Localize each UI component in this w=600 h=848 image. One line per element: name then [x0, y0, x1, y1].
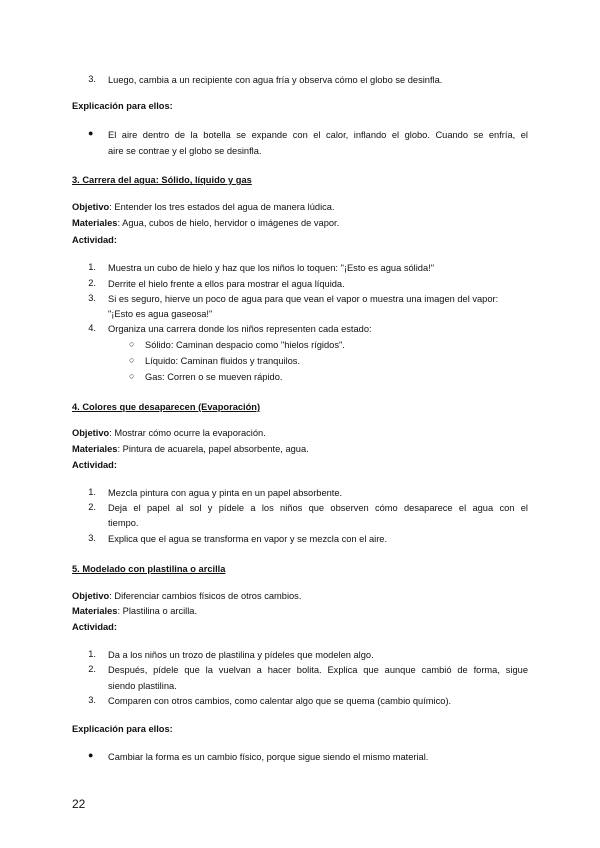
explanation-text: Cambiar la forma es un cambio físico, porque sigue siendo el mismo material. — [108, 752, 429, 762]
list-item-text: Comparen con otros cambios, como calentar algo que se quema (cambio químico). — [108, 696, 452, 706]
explanation-heading: Explicación para ellos: — [72, 101, 173, 111]
list-number: 3. — [88, 695, 96, 705]
objetivo-text: : Mostrar cómo ocurre la evaporación. — [109, 428, 266, 438]
list-number: 4. — [88, 323, 96, 333]
list-number: 1. — [88, 487, 96, 497]
sub-item-text: Líquido: Caminan fluidos y tranquilos. — [145, 356, 301, 366]
list-number: 1. — [88, 262, 96, 272]
list-number: 3. — [88, 293, 96, 303]
list-item-text-cont: siendo plastilina. — [108, 681, 177, 691]
objetivo-label: Objetivo — [72, 202, 110, 212]
materiales-line — [72, 443, 309, 455]
bullet-icon: ● — [88, 128, 94, 138]
list-item-text: Después, pídele que la vuelvan a hacer bolita. Explica que aunque cambió de forma, sigue — [108, 665, 528, 675]
objetivo-line — [72, 427, 266, 439]
materiales-text: : Agua, cubos de hielo, hervidor o imágenes de vapor. — [117, 218, 340, 228]
list-item-text: Luego, cambia a un recipiente con agua fría y observa cómo el globo se desinfla. — [108, 75, 443, 85]
list-item-text: Mezcla pintura con agua y pinta en un papel absorbente. — [108, 488, 343, 498]
objetivo-label: Objetivo — [72, 428, 110, 438]
objetivo-text: : Diferenciar cambios físicos de otros cambios. — [109, 591, 302, 601]
list-item-text: Deja el papel al sol y pídele a los niños que observen cómo desaparece el agua con el — [108, 503, 528, 513]
list-item-text: Derrite el hielo frente a ellos para mostrar el agua líquida. — [108, 279, 345, 289]
list-number: 1. — [88, 649, 96, 659]
materiales-label: Materiales — [72, 606, 118, 616]
explanation-text-line2: aire se contrae y el globo se desinfla. — [108, 146, 262, 156]
list-item-text-cont: tiempo. — [108, 518, 139, 528]
objetivo-label: Objetivo — [72, 591, 110, 601]
actividad-label: Actividad: — [72, 460, 117, 470]
list-item-text: Organiza una carrera donde los niños representen cada estado: — [108, 324, 372, 334]
sub-bullet-icon: ○ — [129, 355, 135, 365]
list-item-text-cont: "¡Esto es agua gaseosa!" — [108, 309, 213, 319]
objetivo-line — [72, 590, 301, 602]
list-item-text: Si es seguro, hierve un poco de agua para que vean el vapor o muestra una imagen del vapor: — [108, 294, 499, 304]
section-title: 5. Modelado con plastilina o arcilla — [72, 564, 226, 574]
explanation-text-line1: El aire dentro de la botella se expande con el calor, inflando el globo. Cuando se enfría, el — [108, 130, 528, 140]
list-item-text: Explica que el agua se transforma en vapor y se mezcla con el aire. — [108, 534, 388, 544]
list-number: 3. — [88, 533, 96, 543]
list-number: 2. — [88, 278, 96, 288]
list-item-text: Da a los niños un trozo de plastilina y pídeles que modelen algo. — [108, 650, 374, 660]
actividad-label: Actividad: — [72, 622, 117, 632]
objetivo-line — [72, 201, 335, 213]
sub-bullet-icon: ○ — [129, 339, 135, 349]
actividad-label: Actividad: — [72, 235, 117, 245]
bullet-icon: ● — [88, 750, 94, 760]
list-item-text: Muestra un cubo de hielo y haz que los niños lo toquen: "¡Esto es agua sólida!" — [108, 263, 434, 273]
page-number: 22 — [72, 797, 86, 811]
explanation-heading: Explicación para ellos: — [72, 724, 173, 734]
section-title: 4. Colores que desaparecen (Evaporación) — [72, 402, 261, 412]
sub-item-text: Gas: Corren o se mueven rápido. — [145, 372, 283, 382]
materiales-label: Materiales — [72, 218, 118, 228]
materiales-text: : Pintura de acuarela, papel absorbente, agua. — [117, 444, 309, 454]
objetivo-text: : Entender los tres estados del agua de manera lúdica. — [109, 202, 335, 212]
materiales-line — [72, 605, 197, 617]
list-number: 2. — [88, 664, 96, 674]
list-number: 3. — [88, 74, 96, 84]
materiales-label: Materiales — [72, 444, 118, 454]
sub-item-text: Sólido: Caminan despacio como "hielos rígidos". — [145, 340, 345, 350]
sub-bullet-icon: ○ — [129, 371, 135, 381]
section-title: 3. Carrera del agua: Sólido, líquido y gas — [72, 175, 252, 185]
materiales-text: : Plastilina o arcilla. — [117, 606, 198, 616]
list-number: 2. — [88, 502, 96, 512]
materiales-line — [72, 217, 339, 229]
